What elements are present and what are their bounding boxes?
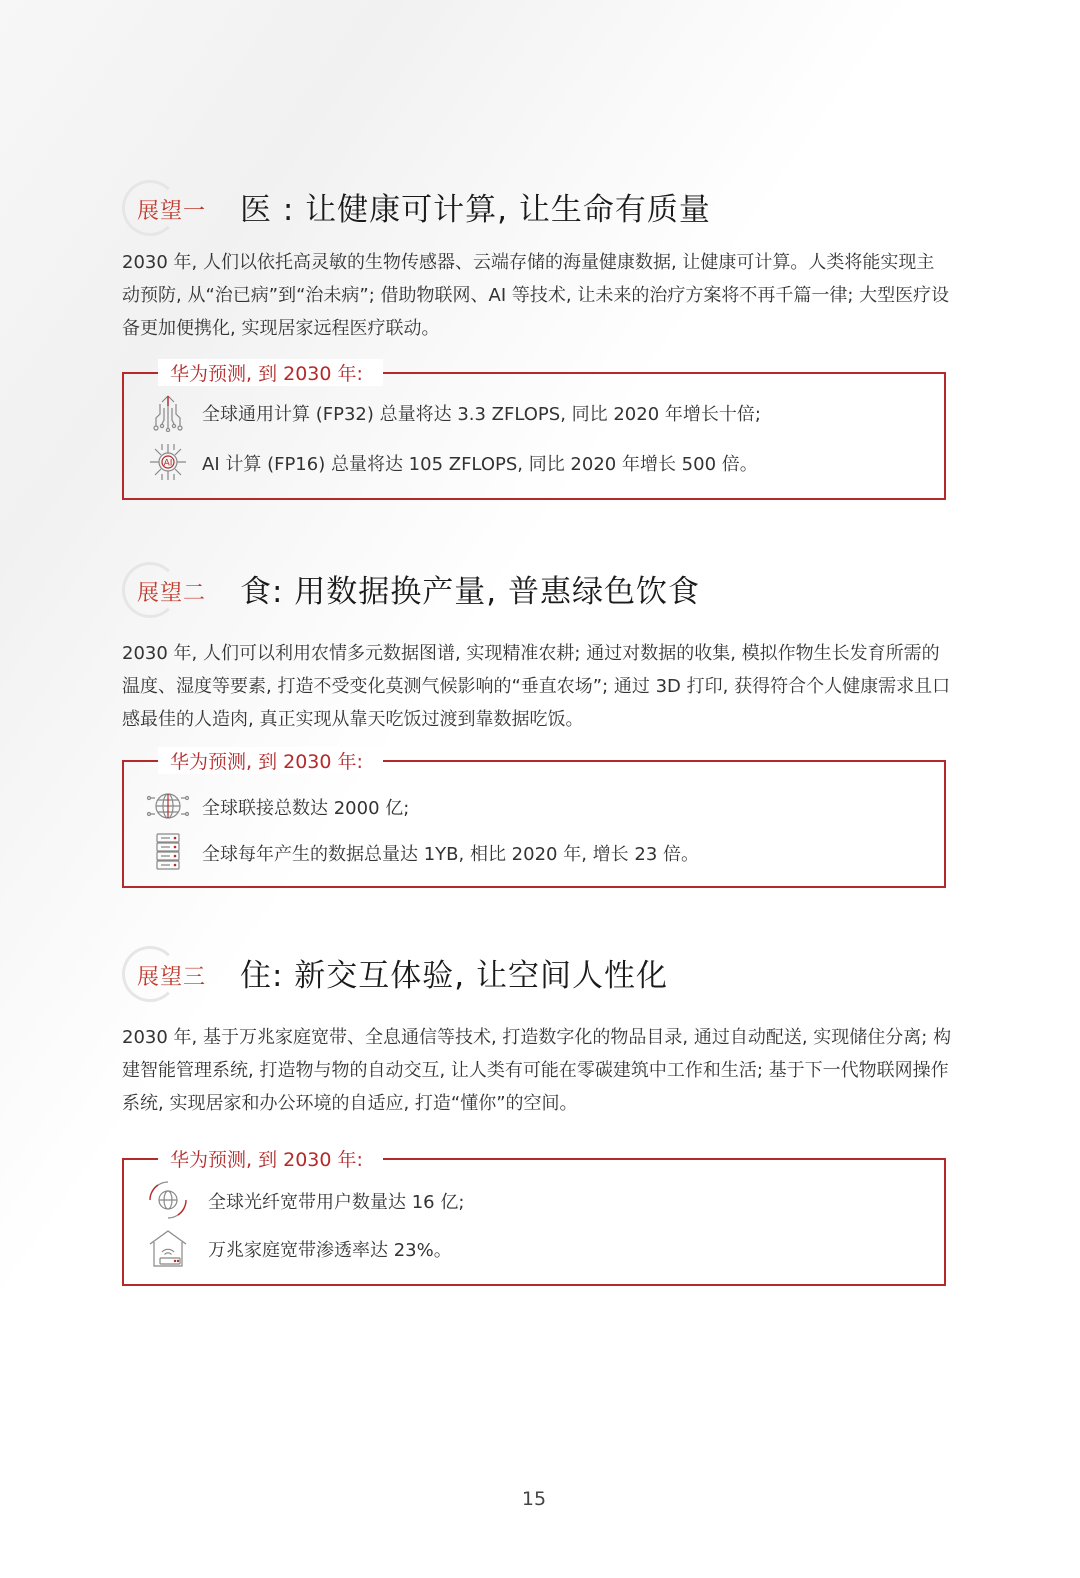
forecast-item-text: 万兆家庭宽带渗透率达 23%。: [208, 1240, 452, 1261]
forecast-box: [122, 751, 946, 888]
circuit-upload-icon: [146, 392, 190, 432]
section-heading: [122, 946, 962, 1010]
forecast-item: [146, 392, 926, 432]
section-body: 2030 年, 人们可以利用农情多元数据图谱, 实现精准农耕; 通过对数据的收集, 模拟作物生长发育所需的温度、湿度等要素, 打造不受变化莫测气候影响的“垂直农场”; 通过 3D 打印, 获得符合个人健康需求且口感最佳的人造肉, 真正实现从靠天吃饭过渡到靠数据吃饭。: [122, 643, 951, 730]
forecast-item-text: 全球通用计算 (FP32) 总量将达 3.3 ZFLOPS, 同比 2020 年增长十倍;: [202, 404, 761, 425]
forecast-item-text: 全球联接总数达 2000 亿;: [202, 798, 410, 819]
fiber-globe-icon: [146, 1180, 190, 1220]
forecast-label: 华为预测, 到 2030 年:: [158, 1145, 383, 1172]
forecast-label: 华为预测, 到 2030 年:: [158, 359, 383, 386]
svg-text:AI: AI: [163, 458, 173, 469]
section-title: 医 : 让健康可计算, 让生命有质量: [240, 192, 711, 228]
section-heading: [122, 562, 962, 626]
ai-chip-icon: [146, 442, 190, 482]
forecast-item-text: AI 计算 (FP16) 总量将达 105 ZFLOPS, 同比 2020 年增长 500 倍。: [202, 454, 758, 475]
forecast-item: [146, 1228, 926, 1268]
section-tag: 展望一: [137, 199, 207, 224]
forecast-item-text: 全球光纤宽带用户数量达 16 亿;: [208, 1192, 465, 1213]
forecast-box: [122, 363, 946, 500]
section-tag: 展望二: [137, 581, 207, 606]
forecast-item: [146, 442, 926, 482]
home-router-icon: [146, 1228, 190, 1268]
forecast-item: [146, 1180, 926, 1220]
forecast-label: 华为预测, 到 2030 年:: [158, 747, 383, 774]
forecast-item-text: 全球每年产生的数据总量达 1YB, 相比 2020 年, 增长 23 倍。: [202, 844, 700, 865]
section-tag: 展望三: [137, 965, 207, 990]
forecast-item: [146, 786, 926, 826]
section-body: 2030 年, 基于万兆家庭宽带、全息通信等技术, 打造数字化的物品目录, 通过自动配送, 实现储住分离; 构建智能管理系统, 打造物与物的自动交互, 让人类有可能在零碳建筑中工作和生活; 基于下一代物联网操作系统, 实现居家和办公环境的自适应, 打造“懂你”的空间。: [122, 1027, 952, 1114]
network-globe-icon: [146, 786, 190, 826]
server-stack-icon: [146, 832, 190, 872]
section-heading: [122, 180, 962, 244]
forecast-item: [146, 832, 926, 872]
section-title: 食: 用数据换产量, 普惠绿色饮食: [240, 574, 701, 610]
page-number: 15: [521, 1488, 547, 1510]
section-title: 住: 新交互体验, 让空间人性化: [240, 958, 669, 994]
section-body: 2030 年, 人们以依托高灵敏的生物传感器、云端存储的海量健康数据, 让健康可计算。人类将能实现主动预防, 从“治已病”到“治未病”; 借助物联网、AI 等技术, 让未来的治疗方案将不再千篇一律; 大型医疗设备更加便携化, 实现居家远程医疗联动。: [122, 252, 950, 339]
forecast-box: [122, 1149, 946, 1286]
